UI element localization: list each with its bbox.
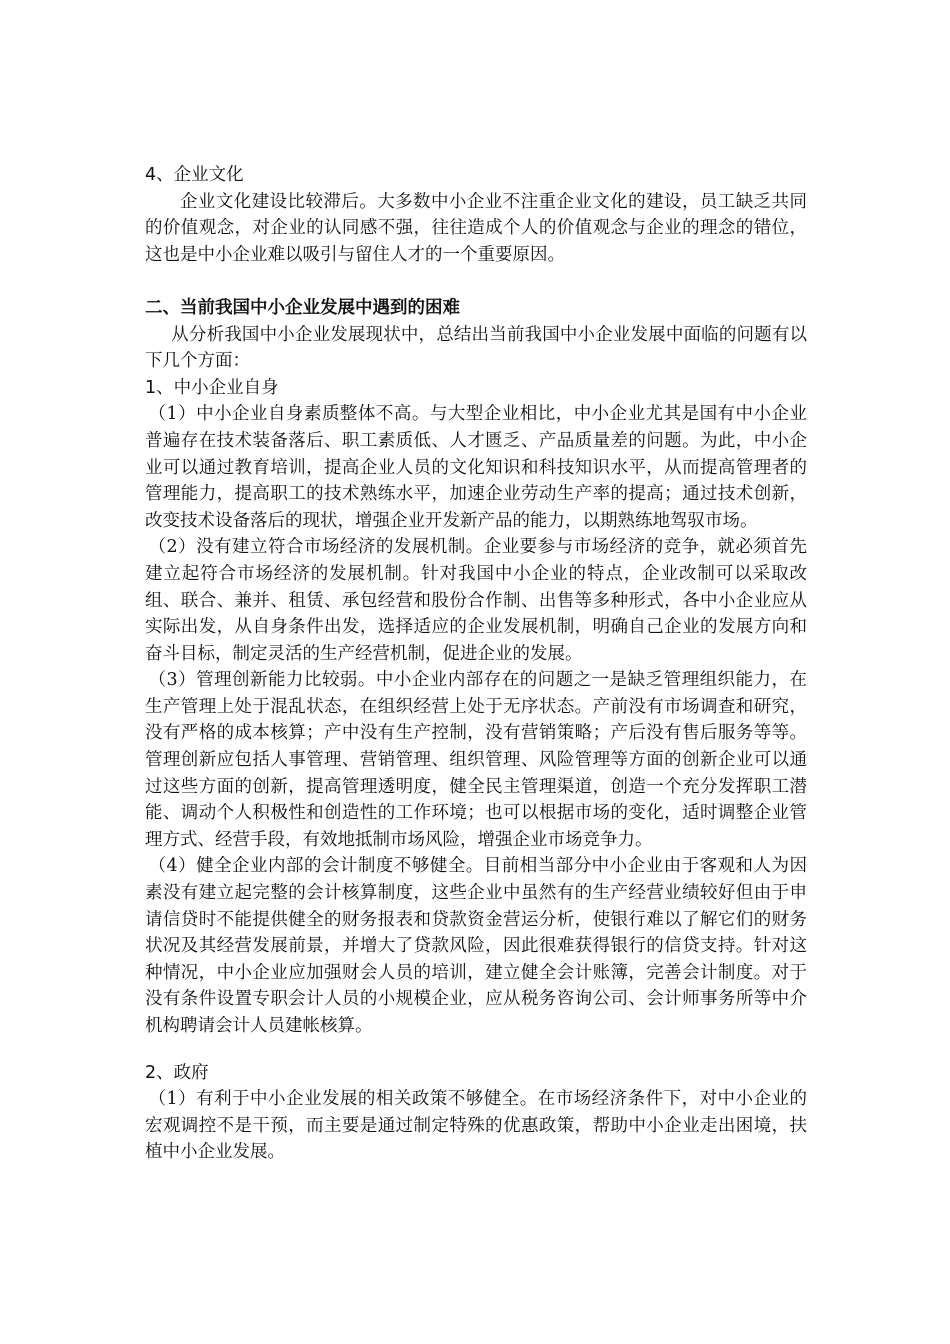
paragraph-point-4: （4）健全企业内部的会计制度不够健全。目前相当部分中小企业由于客观和人为因素没有建立起完整的会计核算制度，这些企业中虽然有的生产经营业绩较好但由于申请信贷时不能提供健全的财务报表和贷款资金营运分析，使银行难以了解它们的财务状况及其经营发展前景，并增大了贷款风险，因此很难获得银行的信贷支持。针对这种情况，中小企业应加强财会人员的培训，建立健全会计账簿，完善会计制度。对于没有条件设置专职会计人员的小规模企业，应从税务咨询公司、会计师事务所等中介机构聘请会计人员建帐核算。 xyxy=(145,856,807,1036)
spacer xyxy=(145,1040,807,1060)
paragraph-point-3: （3）管理创新能力比较弱。中小企业内部存在的问题之一是缺乏管理组织能力，在生产管理上处于混乱状态，在组织经营上处于无序状态。产前没有市场调查和研究，没有严格的成本核算；产中没有生产控制，没有营销策略；产后没有售后服务等等。管理创新应包括人事管理、营销管理、组织管理、风险管理等方面的创新企业可以通过这些方面的创新，提高管理透明度，健全民主管理渠道，创造一个充分发挥职工潜能、调动个人积极性和创造性的工作环境；也可以根据市场的变化，适时调整企业管理方式、经营手段，有效地抵制市场风险，增强企业市场竞争力。 xyxy=(145,670,807,850)
heading-enterprise-culture: 4、企业文化 xyxy=(145,165,244,185)
section-title-difficulties: 二、当前我国中小企业发展中遇到的困难 xyxy=(145,297,460,318)
spacer xyxy=(145,268,807,295)
paragraph-point-1: （1）中小企业自身素质整体不高。与大型企业相比，中小企业尤其是国有中小企业普遍存在技术装备落后、职工素质低、人才匮乏、产品质量差的问题。为此，中小企业可以通过教育培训，提高企业人员的文化知识和科技知识水平，从而提高管理者的管理能力，提高职工的技术熟练水平，加速企业劳动生产率的提高；通过技术创新，改变技术设备落后的现状，增强企业开发新产品的能力，以期熟练地驾驭市场。 xyxy=(145,404,807,531)
document-page xyxy=(145,162,807,1166)
paragraph-gov-point-1: （1）有利于中小企业发展的相关政策不够健全。在市场经济条件下，对中小企业的宏观调控不是干预，而主要是通过制定特殊的优惠政策，帮助中小企业走出困境，扶植中小企业发展。 xyxy=(145,1089,807,1163)
heading-sme-itself: 1、中小企业自身 xyxy=(145,377,279,398)
paragraph-point-2: （2）没有建立符合市场经济的发展机制。企业要参与市场经济的竞争，就必须首先建立起符合市场经济的发展机制。针对我国中小企业的特点，企业改制可以采取改组、联合、兼并、租赁、承包经营和股份合作制、出售等多种形式，各中小企业应从实际出发，从自身条件出发，选择适应的企业发展机制，明确自己企业的发展方向和奋斗目标，制定灵活的生产经营机制，促进企业的发展。 xyxy=(145,537,807,664)
paragraph-enterprise-culture: 企业文化建设比较滞后。大多数中小企业不注重企业文化的建设，员工缺乏共同的价值观念，对企业的认同感不强，往往造成个人的价值观念与企业的理念的错位，这也是中小企业难以吸引与留住人才的一个重要原因。 xyxy=(145,191,807,265)
paragraph-intro-difficulties: 从分析我国中小企业发展现状中，总结出当前我国中小企业发展中面临的问题有以下几个方面： xyxy=(145,324,807,372)
heading-government: 2、政府 xyxy=(145,1062,209,1083)
